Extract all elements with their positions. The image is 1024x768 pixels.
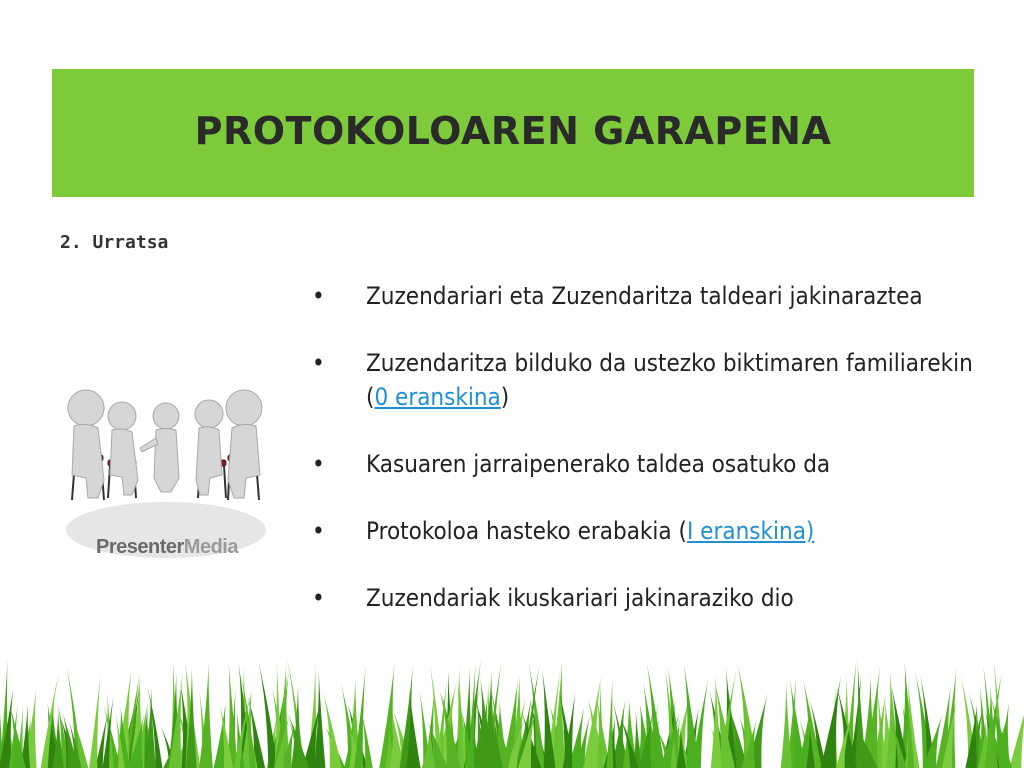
grass-blade xyxy=(323,692,342,768)
grass-blade xyxy=(821,676,841,768)
bullet-list xyxy=(308,279,988,648)
grass-blades xyxy=(0,658,1024,768)
bullet-dot-icon: • xyxy=(312,282,325,310)
grass-blade xyxy=(781,682,792,768)
presentermedia-logo xyxy=(96,536,238,559)
bullet-text: Zuzendariak ikuskariari jakinaraziko dio xyxy=(366,584,794,612)
title-band xyxy=(52,69,974,197)
bullet-dot-icon: • xyxy=(312,517,325,545)
logo-part-2: Media xyxy=(183,536,238,558)
bullet-item xyxy=(308,447,988,481)
grass-blade xyxy=(691,677,708,768)
bullet-text: Kasuaren jarraipenerako taldea osatuko da xyxy=(366,450,831,478)
bullet-dot-icon: • xyxy=(312,450,325,478)
bullet-item xyxy=(308,346,988,414)
annex-0-link[interactable]: 0 eranskina xyxy=(374,383,501,411)
grass-blade xyxy=(199,662,213,768)
bullet-text: Zuzendariari eta Zuzendaritza taldeari jakinaraztea xyxy=(366,282,923,310)
grass-decoration xyxy=(0,658,1024,768)
bullet-text-end: ) xyxy=(500,383,510,411)
bullet-text: Protokoloa hasteko erabakia ( xyxy=(366,517,687,545)
bullet-text: Zuzendaritza bilduko da ustezko biktimaren familiarekin ( xyxy=(366,349,973,411)
annex-i-link[interactable]: I eranskina) xyxy=(686,517,815,545)
bullet-dot-icon: • xyxy=(312,584,325,612)
bullet-item xyxy=(308,581,988,615)
grass-blade xyxy=(1009,698,1024,768)
slide-subtitle: 2. Urratsa xyxy=(60,232,169,253)
slide-title: PROTOKOLOAREN GARAPENA xyxy=(194,109,832,153)
bullet-dot-icon: • xyxy=(312,349,325,377)
bullet-item xyxy=(308,279,988,313)
logo-part-1: Presenter xyxy=(96,536,184,558)
bullet-item xyxy=(308,514,988,548)
